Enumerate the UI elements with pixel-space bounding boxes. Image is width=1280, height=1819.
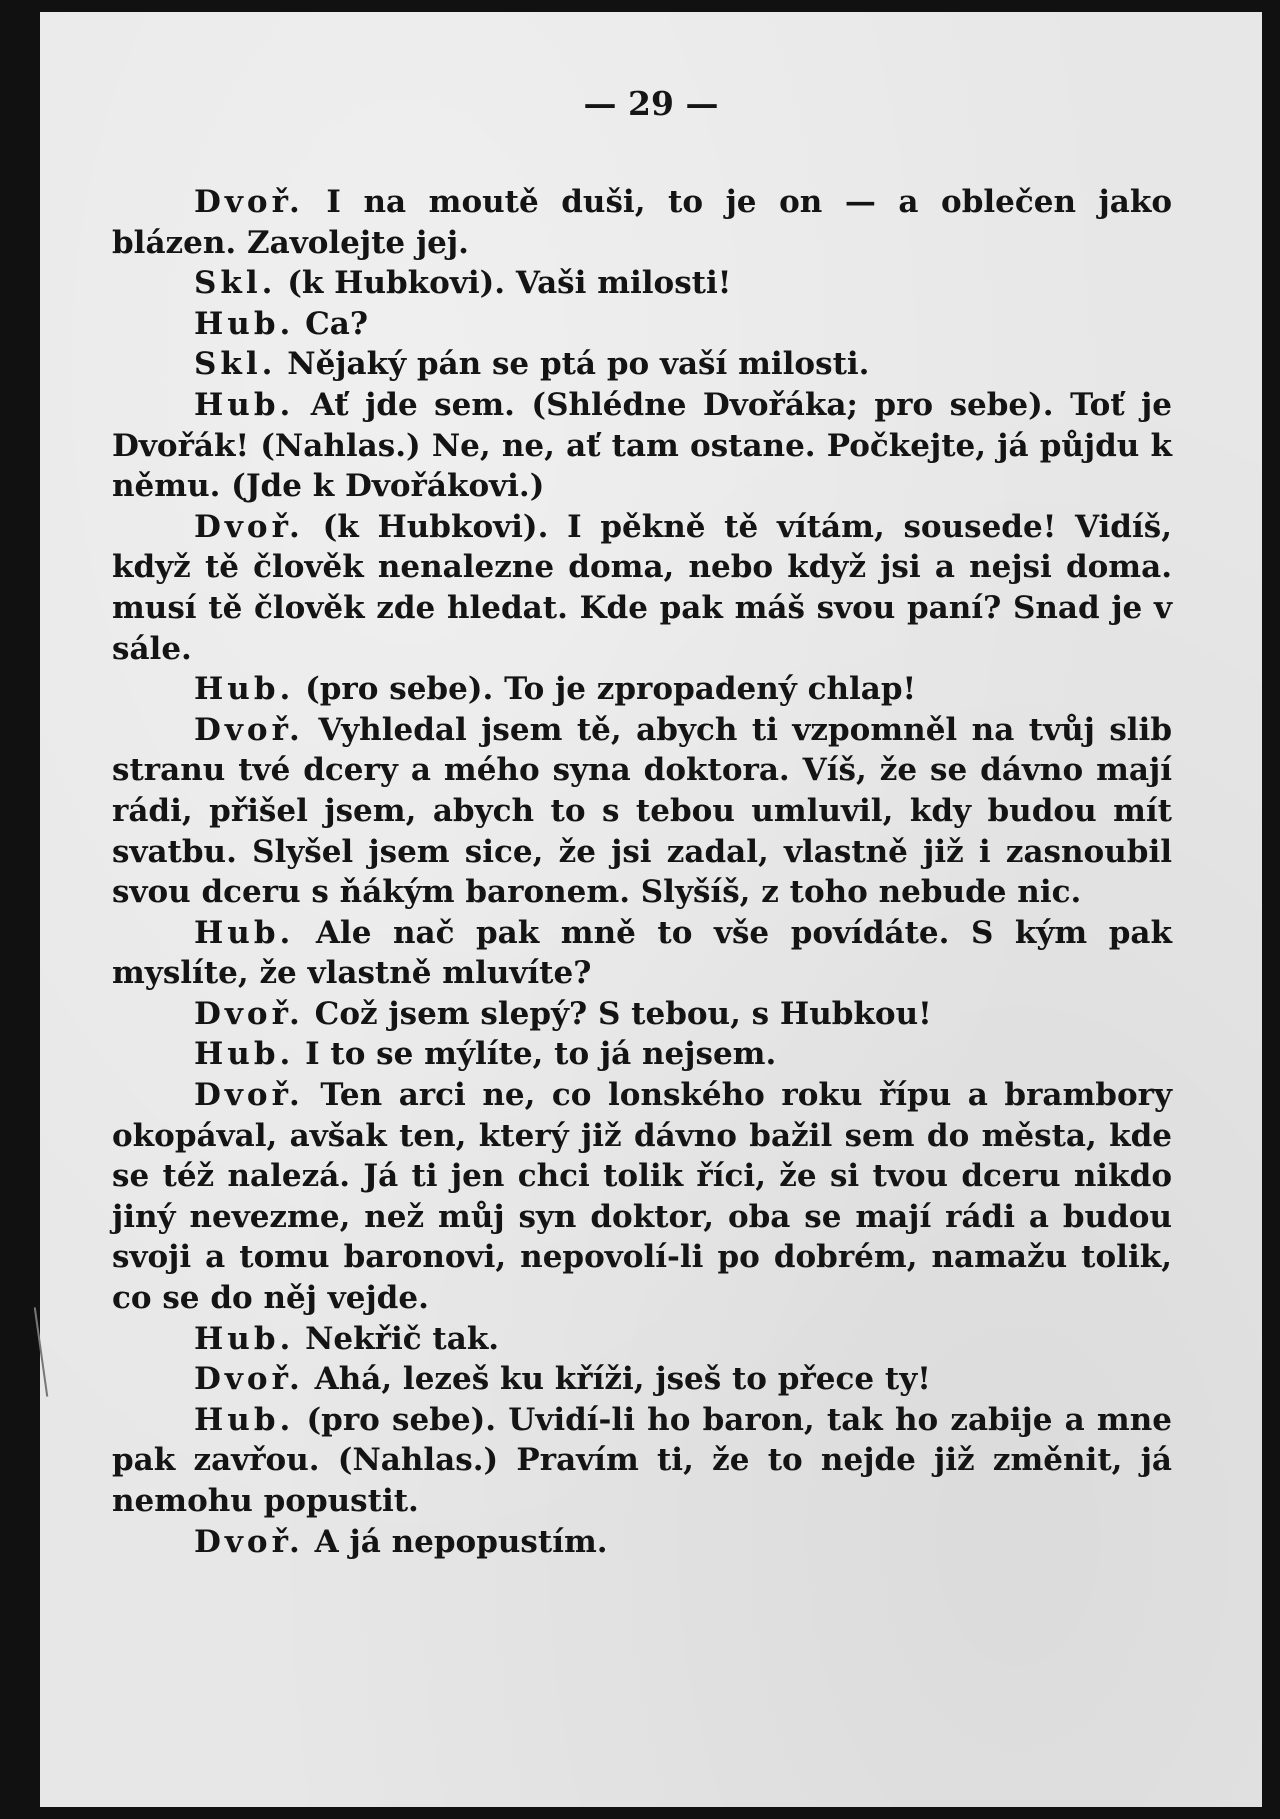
dialogue-line [112, 1400, 1172, 1522]
dialogue-line [112, 1319, 1172, 1360]
dialogue-line [112, 1034, 1172, 1075]
page-number: — 29 — [583, 84, 719, 123]
speaker-name: Hub. [194, 914, 295, 951]
speaker-name: Dvoř. [194, 1361, 304, 1398]
line-text: Což jsem slepý? S tebou, s Hubkou! [314, 995, 932, 1032]
speaker-name: Skl. [194, 346, 277, 383]
line-text: (k Hubkovi). Vaši milosti! [287, 265, 732, 302]
book-page [40, 12, 1262, 1807]
speaker-name: Dvoř. [194, 1077, 304, 1114]
speaker-name: Hub. [194, 386, 295, 423]
dialogue-line [112, 304, 1172, 345]
speaker-name: Hub. [194, 1036, 295, 1073]
dialogue-line [112, 1359, 1172, 1400]
speaker-name: Dvoř. [194, 711, 304, 748]
dialogue-line [112, 994, 1172, 1035]
speaker-name: Dvoř. [194, 995, 304, 1032]
line-text: Ca? [305, 305, 369, 342]
line-text: Ať jde sem. (Shlédne Dvořáka; pro sebe). Toť je Dvořák! (Nahlas.) Ne, ne, ať tam ostane. Počkejte, já půjdu k němu. (Jde k Dvořákovi.) [112, 386, 1173, 505]
line-text: Nekřič tak. [305, 1320, 500, 1357]
speaker-name: Hub. [194, 1401, 295, 1438]
speaker-name: Hub. [194, 1320, 295, 1357]
line-text: Ten arci ne, co lonského roku řípu a brambory okopával, avšak ten, který již dávno bažil sem do města, kde se též nalezá. Já ti jen chci tolik říci, že si tvou dceru nikdo jiný nevezme, než můj syn doktor, oba se mají rádi a budou svoji a tomu baronovi, nepovolí-li po dobrém, namažu tolik, co se do něj vejde. [112, 1077, 1173, 1317]
line-text: (pro sebe). To je zpropadený chlap! [305, 671, 917, 708]
speaker-name: Dvoř. [194, 184, 304, 220]
line-text: I na moutě duši, to je on — a oblečen jako blázen. Zavolejte jej. [112, 184, 1173, 261]
dialogue-line [112, 1522, 1172, 1563]
dialogue-line [112, 669, 1172, 710]
dialogue-line [112, 1075, 1172, 1319]
speaker-name: Dvoř. [194, 508, 304, 545]
dialogue-line [112, 182, 1172, 263]
line-text: Vyhledal jsem tě, abych ti vzpomněl na tvůj slib stranu tvé dcery a mého syna doktora. Víš, že se dávno mají rádi, přišel jsem, abych to s tebou umluvil, kdy budou mít svatbu. Slyšel jsem sice, že jsi zadal, vlastně již i zasnoubil svou dceru s ňákým baronem. Slyšíš, z toho nebude nic. [112, 711, 1173, 911]
dialogue-line [112, 710, 1172, 913]
gutter-mark [34, 1307, 49, 1396]
dialogue-line [112, 263, 1172, 304]
speaker-name: Hub. [194, 671, 295, 708]
dialogue-line [112, 913, 1172, 994]
line-text: (k Hubkovi). I pěkně tě vítám, sousede! Vidíš, když tě člověk nenalezne doma, nebo když jsi a nejsi doma. musí tě člověk zde hledat. Kde pak máš svou paní? Snad je v sále. [112, 508, 1173, 667]
line-text: (pro sebe). Uvidí-li ho baron, tak ho zabije a mne pak zavřou. (Nahlas.) Pravím ti, že to nejde již změnit, já nemohu popustit. [112, 1401, 1172, 1519]
dialogue-line [112, 507, 1172, 669]
dialogue-text [112, 182, 1172, 1562]
speaker-name: Dvoř. [194, 1523, 304, 1560]
line-text: Ale nač pak mně to vše povídáte. S kým pak myslíte, že vlastně mluvíte? [112, 914, 1172, 992]
line-text: Nějaký pán se ptá po vaší milosti. [287, 346, 870, 383]
dialogue-line [112, 344, 1172, 385]
dialogue-line [112, 385, 1172, 507]
line-text: I to se mýlíte, to já nejsem. [305, 1036, 777, 1073]
line-text: A já nepopustím. [314, 1523, 608, 1560]
line-text: Ahá, lezeš ku kříži, jseš to přece ty! [314, 1361, 931, 1398]
speaker-name: Hub. [194, 305, 295, 342]
speaker-name: Skl. [194, 265, 277, 302]
